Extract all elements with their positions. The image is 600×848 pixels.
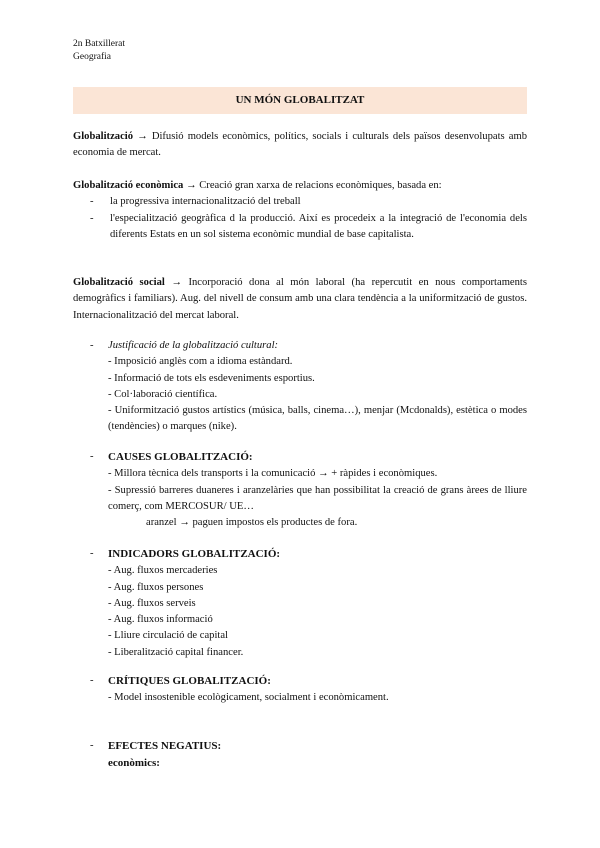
subheading-economics: econòmics: bbox=[108, 757, 160, 770]
list-item: - Informació de tots els esdeveniments esportius. bbox=[108, 372, 315, 384]
section-causes: - CAUSES GLOBALITZACIÓ: - Millora tècnica dels transports i la comunicació → + ràpides i econòmiques. - Supressió barreres duaneres i aranzelàries que han possibilitat la creació de grans àrees de lliure comerç, com MERCOSUR/ UE… aranzel → paguen impostos els productes de fora. bbox=[90, 449, 527, 531]
list-item: - Liberalització capital financer. bbox=[108, 646, 244, 658]
term-globalitzacio-economica: Globalització econòmica bbox=[73, 180, 184, 191]
section-heading: INDICADORS GLOBALITZACIÓ: bbox=[108, 548, 281, 560]
list-item: aranzel → paguen impostos els productes de fora. bbox=[146, 517, 358, 529]
definition-globalitzacio-social: → Incorporació dona al món laboral (ha repercutit en nous comportaments demogràfics i familiars). Aug. del nivell de consum amb una clara tendència a la uniformització de gustos. Internacionalització del mercat laboral. bbox=[73, 277, 528, 321]
page-title: UN MÓN GLOBALITZAT bbox=[73, 87, 527, 114]
paragraph-globalitzacio bbox=[73, 129, 527, 162]
section-heading: CAUSES GLOBALITZACIÓ: bbox=[108, 451, 253, 463]
section-heading: Justificació de la globalització cultural: bbox=[108, 340, 279, 351]
list-item: - Model insostenible ecològicament, socialment i econòmicament. bbox=[108, 692, 389, 704]
definition-globalitzacio: → Difusió models econòmics, polítics, socials i culturals dels països desenvolupats amb economia de mercat. bbox=[73, 131, 527, 159]
document-header bbox=[73, 38, 125, 64]
list-item: - Supressió barreres duaneres i aranzelàries que han possibilitat la creació de grans àrees de lliure comerç, com MERCOSUR/ UE… bbox=[108, 484, 527, 512]
list-item: - Lliure circulació de capital bbox=[108, 630, 228, 642]
list-item: - l'especialització geogràfica d la producció. Així es procedeix a la integració de l'economia dels diferents Estats en un sol sistema econòmic mundial de base capitalista. bbox=[90, 212, 527, 240]
list-item: - Uniformització gustos artístics (música, balls, cinema…), menjar (Mcdonalds), estètica o modes (tendències) o marques (nike). bbox=[108, 405, 527, 433]
paragraph-globalitzacio-economica bbox=[73, 178, 527, 243]
term-globalitzacio-social: Globalització social bbox=[73, 277, 165, 288]
header-subject: Geografia bbox=[73, 52, 111, 62]
term-globalitzacio: Globalització bbox=[73, 131, 134, 142]
list-item: - Aug. fluxos informació bbox=[108, 614, 213, 626]
section-efectes-negatius: - EFECTES NEGATIUS: econòmics: bbox=[90, 738, 527, 772]
list-item: - Aug. fluxos mercaderies bbox=[108, 565, 218, 577]
list-item: - Aug. fluxos serveis bbox=[108, 597, 196, 609]
list-item: - Col·laboració científica. bbox=[108, 388, 218, 400]
list-item: - la progressiva internacionalització del treball bbox=[90, 196, 301, 208]
list-item: - Imposició anglès com a idioma estàndard. bbox=[108, 356, 293, 368]
section-critiques: - CRÍTIQUES GLOBALITZACIÓ: - Model insostenible ecològicament, socialment i econòmicament. bbox=[90, 673, 527, 707]
paragraph-globalitzacio-social bbox=[73, 275, 527, 324]
definition-globalitzacio-economica: → Creació gran xarxa de relacions econòmiques, basada en: bbox=[183, 180, 442, 191]
list-item: - Millora tècnica dels transports i la comunicació → + ràpides i econòmiques. bbox=[108, 468, 438, 480]
header-course: 2n Batxillerat bbox=[73, 39, 125, 49]
section-heading: EFECTES NEGATIUS: bbox=[108, 740, 222, 752]
section-heading: CRÍTIQUES GLOBALITZACIÓ: bbox=[108, 675, 271, 687]
list-item: - Aug. fluxos persones bbox=[108, 581, 204, 593]
section-indicadors: - INDICADORS GLOBALITZACIÓ: - Aug. fluxos mercaderies - Aug. fluxos persones - Aug. fluxos serveis - Aug. fluxos informació - Lliure circulació de capital - Liberalització capital financer. bbox=[90, 546, 527, 661]
section-justificacio: - Justificació de la globalització cultural: - Imposició anglès com a idioma estàndard. - Informació de tots els esdeveniments esportius. - Col·laboració científica. - Uniformització gustos artístics (música, balls, cinema…), menjar (Mcdonalds), estètica o modes (tendències) o marques (nike). bbox=[90, 338, 527, 436]
